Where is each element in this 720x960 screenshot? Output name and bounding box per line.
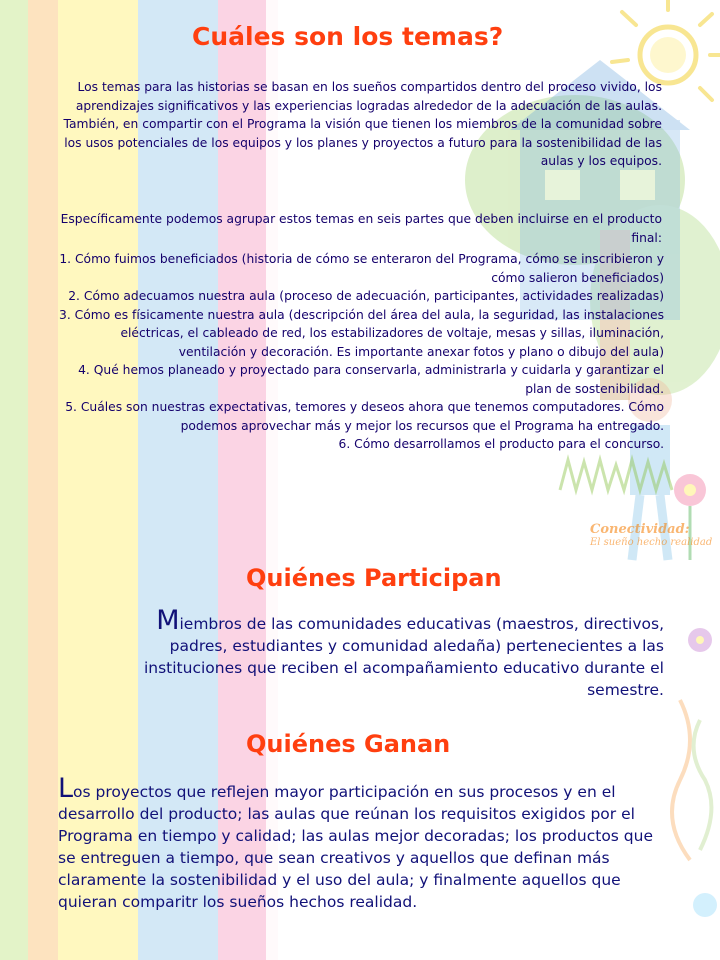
temas-intro-paragraph: Los temas para las historias se basan en los sueños compartidos dentro del proceso vivido, los aprendizajes significativos y las experiencias logradas alrededor de la adecuación de las aulas. También, en compartir con el Programa la visión que tienen los miembros de la comunidad sobre los usos potenciales de los equipos y los planes y proyectos a futuro para la sostenibilidad de las aulas y los equipos. [63,80,662,168]
list-item: 1. Cómo fuimos beneficiados (historia de cómo se enteraron del Programa, cómo se inscribieron y cómo salieron beneficiados) [59,252,664,285]
section-title-ganan: Quiénes Ganan [246,730,451,758]
watermark-subtitle: El sueño hecho realidad [590,537,713,548]
list-item: 3. Cómo es físicamente nuestra aula (descripción del área del aula, la seguridad, las instalaciones eléctricas, el cableado de red, los estabilizadores de voltaje, mesas y sillas, iluminación, ventilación y decoración. Es importante anexar fotos y plano o dibujo del aula) [59,307,664,359]
participan-paragraph [94,605,664,701]
list-item: 2. Cómo adecuamos nuestra aula (proceso de adecuación, participantes, actividades realizadas) [68,289,664,303]
ganan-text: os proyectos que reflejen mayor participación en sus procesos y en el desarrollo del producto; las aulas que reúnan los requisitos exigidos por el Programa en tiempo y calidad; las aulas mejor decoradas; los productos que se entreguen a tiempo, que sean creativos y aquellos que definan más claramente la sostenibilidad y el uso del aula; y finalmente aquellos que quieran comparitr los sueños hechos realidad. [58,783,654,911]
participan-text: iembros de las comunidades educativas (maestros, directivos, padres, estudiantes y comunidad aledaña) pertenecientes a las instituciones que reciben el acompañamiento educativo durante el semestre. [143,615,664,699]
watermark-title: Conectividad: [590,522,690,537]
participan-dropcap: M [156,605,180,636]
section-title-participan: Quiénes Participan [246,564,502,592]
list-item: 5. Cuáles son nuestras expectativas, temores y deseos ahora que tenemos computadores. Cómo podemos aprovechar más y mejor los recursos que el Programa ha entregado. [65,400,664,433]
ganan-dropcap: L [58,773,74,804]
ganan-paragraph [58,773,664,913]
section-title-temas: Cuáles son los temas? [192,22,504,51]
list-item: 4. Qué hemos planeado y proyectado para conservarla, administrarla y cuidarla y garantizar el plan de sostenibilidad. [78,363,664,396]
temas-grouping-paragraph: Específicamente podemos agrupar estos temas en seis partes que deben incluirse en el producto final: [60,212,662,245]
list-item: 6. Cómo desarrollamos el producto para el concurso. [338,437,664,451]
temas-list [58,250,664,454]
